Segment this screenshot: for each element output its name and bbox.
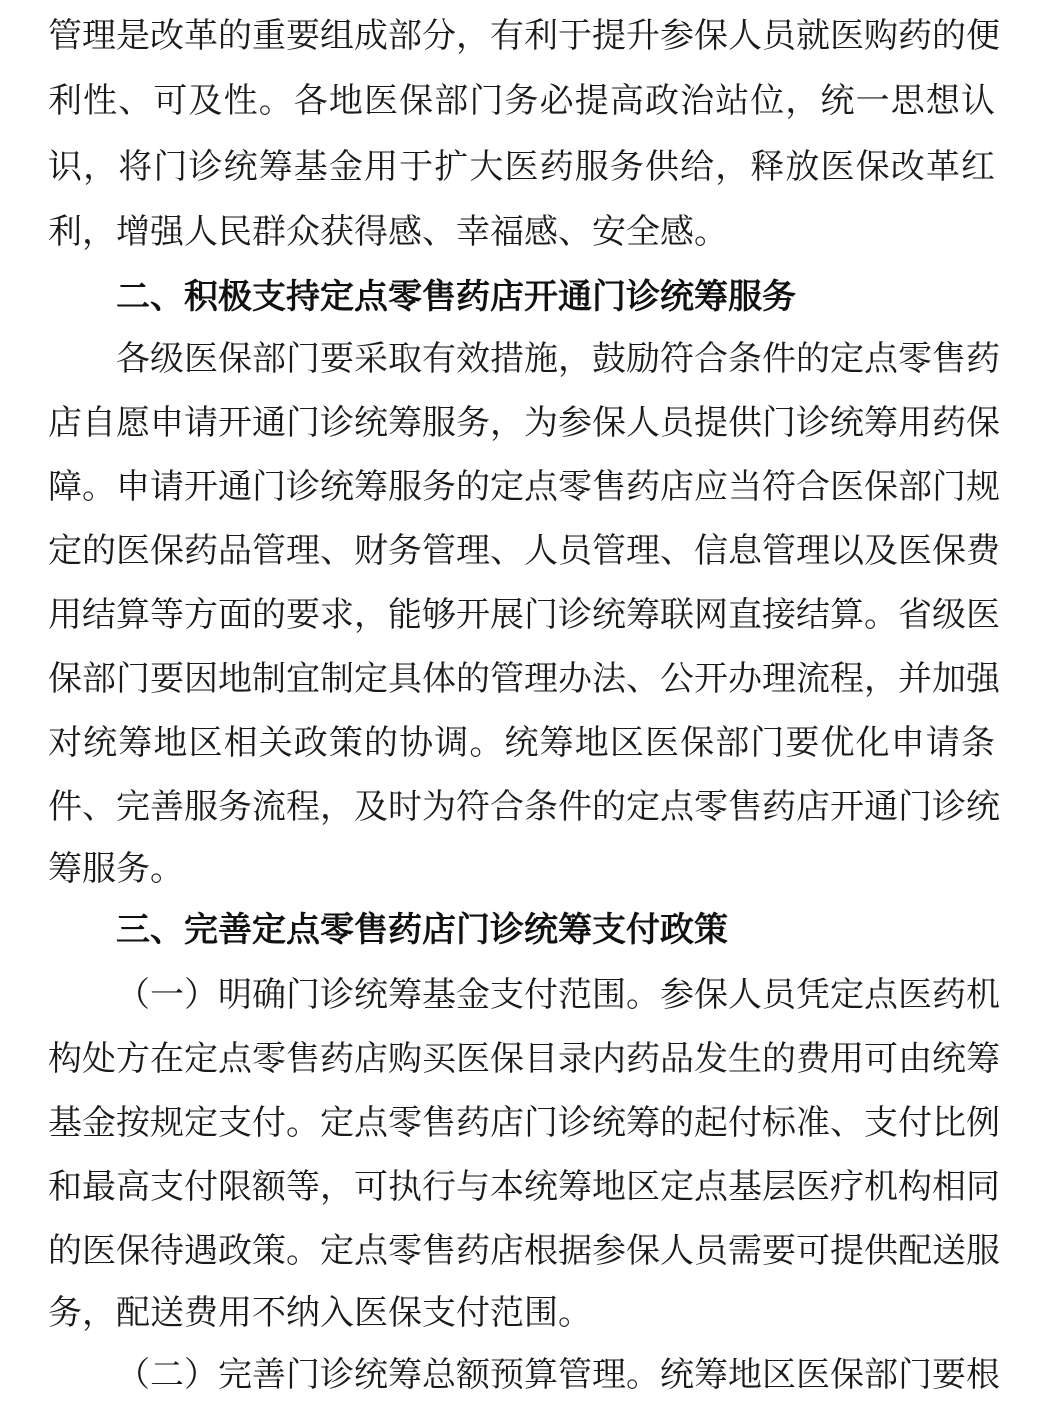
paragraph-line bbox=[0, 1219, 1045, 1283]
paragraph-line bbox=[0, 519, 1045, 583]
paragraph-line bbox=[0, 1091, 1045, 1155]
paragraph-line bbox=[0, 455, 1045, 519]
paragraph-line bbox=[0, 711, 1045, 775]
paragraph-line bbox=[0, 583, 1045, 647]
paragraph-line bbox=[0, 200, 1045, 264]
section-heading-text: 三、完善定点零售药店门诊统筹支付政策 bbox=[116, 910, 728, 950]
line-text: 定的医保药品管理、财务管理、人员管理、信息管理以及医保费 bbox=[48, 531, 1000, 571]
paragraph-line bbox=[0, 69, 1045, 133]
line-text: 基金按规定支付。定点零售药店门诊统筹的起付标准、支付比例 bbox=[48, 1103, 1000, 1143]
section-heading bbox=[0, 898, 1045, 962]
paragraph-line bbox=[0, 391, 1045, 455]
paragraph-line bbox=[0, 1343, 1045, 1407]
section-heading-text: 二、积极支持定点零售药店开通门诊统筹服务 bbox=[116, 277, 796, 317]
paragraph-line bbox=[0, 963, 1045, 1027]
line-text: 件、完善服务流程，及时为符合条件的定点零售药店开通门诊统 bbox=[48, 787, 1000, 827]
line-text: 店自愿申请开通门诊统筹服务，为参保人员提供门诊统筹用药保 bbox=[48, 403, 1000, 443]
line-text: 利，增强人民群众获得感、幸福感、安全感。 bbox=[48, 212, 728, 252]
section-heading bbox=[0, 265, 1045, 329]
paragraph-line bbox=[0, 1027, 1045, 1091]
line-text: 各级医保部门要采取有效措施，鼓励符合条件的定点零售药 bbox=[116, 339, 1000, 379]
line-text: 利性、可及性。各地医保部门务必提高政治站位，统一思想认 bbox=[48, 81, 995, 121]
line-text: （二）完善门诊统筹总额预算管理。统筹地区医保部门要根 bbox=[116, 1355, 1000, 1395]
paragraph-line bbox=[0, 1281, 1045, 1345]
paragraph-line bbox=[0, 837, 1045, 901]
line-text: 管理是改革的重要组成部分，有利于提升参保人员就医购药的便 bbox=[48, 16, 1000, 56]
line-text: 和最高支付限额等，可执行与本统筹地区定点基层医疗机构相同 bbox=[48, 1167, 1000, 1207]
line-text: 构处方在定点零售药店购买医保目录内药品发生的费用可由统筹 bbox=[48, 1039, 1000, 1079]
line-text: 识，将门诊统筹基金用于扩大医药服务供给，释放医保改革红 bbox=[48, 147, 995, 187]
line-text: 保部门要因地制宜制定具体的管理办法、公开办理流程，并加强 bbox=[48, 659, 1000, 699]
paragraph-line bbox=[0, 135, 1045, 199]
paragraph-line bbox=[0, 4, 1045, 68]
line-text: 务，配送费用不纳入医保支付范围。 bbox=[48, 1293, 592, 1333]
line-text: 障。申请开通门诊统筹服务的定点零售药店应当符合医保部门规 bbox=[48, 467, 1000, 507]
paragraph-line bbox=[0, 1155, 1045, 1219]
paragraph-line bbox=[0, 647, 1045, 711]
line-text: 筹服务。 bbox=[48, 849, 184, 889]
paragraph-line bbox=[0, 775, 1045, 839]
paragraph-line bbox=[0, 327, 1045, 391]
line-text: 用结算等方面的要求，能够开展门诊统筹联网直接结算。省级医 bbox=[48, 595, 1000, 635]
line-text: 对统筹地区相关政策的协调。统筹地区医保部门要优化申请条 bbox=[48, 723, 995, 763]
line-text: （一）明确门诊统筹基金支付范围。参保人员凭定点医药机 bbox=[116, 975, 1000, 1015]
line-text: 的医保待遇政策。定点零售药店根据参保人员需要可提供配送服 bbox=[48, 1231, 1000, 1271]
